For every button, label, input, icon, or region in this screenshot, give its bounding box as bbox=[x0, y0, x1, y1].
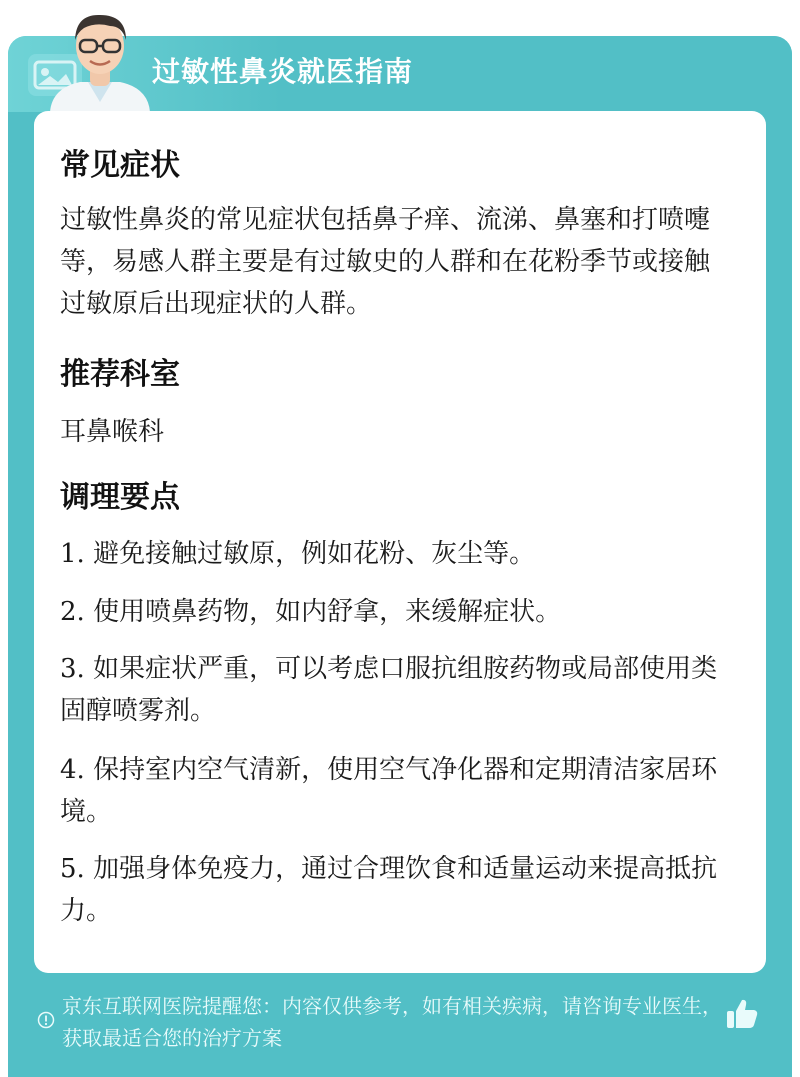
department-text: 耳鼻喉科 bbox=[60, 417, 165, 447]
care-list-item bbox=[60, 749, 730, 833]
care-list-item bbox=[60, 648, 730, 732]
list-text: 避免接触过敏原，例如花粉、灰尘等。 bbox=[84, 539, 536, 569]
list-number: 1. bbox=[60, 539, 85, 569]
care-list-item bbox=[60, 533, 730, 575]
list-text: 保持室内空气清新，使用空气净化器和定期清洁家居环境。 bbox=[60, 755, 718, 827]
thumbs-up-icon[interactable] bbox=[724, 996, 760, 1032]
info-icon bbox=[37, 1011, 55, 1029]
list-number: 4. bbox=[60, 755, 85, 785]
footer-disclaimer: 京东互联网医院提醒您：内容仅供参考，如有相关疾病，请咨询专业医生，获取最适合您的治疗方案 bbox=[62, 994, 722, 1050]
list-number: 2. bbox=[60, 597, 85, 627]
list-text: 如果症状严重，可以考虑口服抗组胺药物或局部使用类固醇喷雾剂。 bbox=[60, 654, 718, 726]
symptoms-heading: 常见症状 bbox=[60, 148, 180, 183]
care-heading: 调理要点 bbox=[60, 480, 180, 515]
care-list-item bbox=[60, 848, 730, 932]
page-title: 过敏性鼻炎就医指南 bbox=[152, 55, 414, 88]
list-number: 5. bbox=[60, 854, 85, 884]
list-text: 加强身体免疫力，通过合理饮食和适量运动来提高抵抗力。 bbox=[60, 854, 718, 926]
list-number: 3. bbox=[60, 654, 85, 684]
list-text: 使用喷鼻药物，如内舒拿，来缓解症状。 bbox=[84, 597, 562, 627]
care-list-item bbox=[60, 591, 730, 633]
symptoms-text: 过敏性鼻炎的常见症状包括鼻子痒、流涕、鼻塞和打喷嚏等，易感人群主要是有过敏史的人群和在花粉季节或接触过敏原后出现症状的人群。 bbox=[60, 205, 711, 319]
doctor-avatar-icon bbox=[40, 6, 160, 112]
department-heading: 推荐科室 bbox=[60, 357, 180, 392]
